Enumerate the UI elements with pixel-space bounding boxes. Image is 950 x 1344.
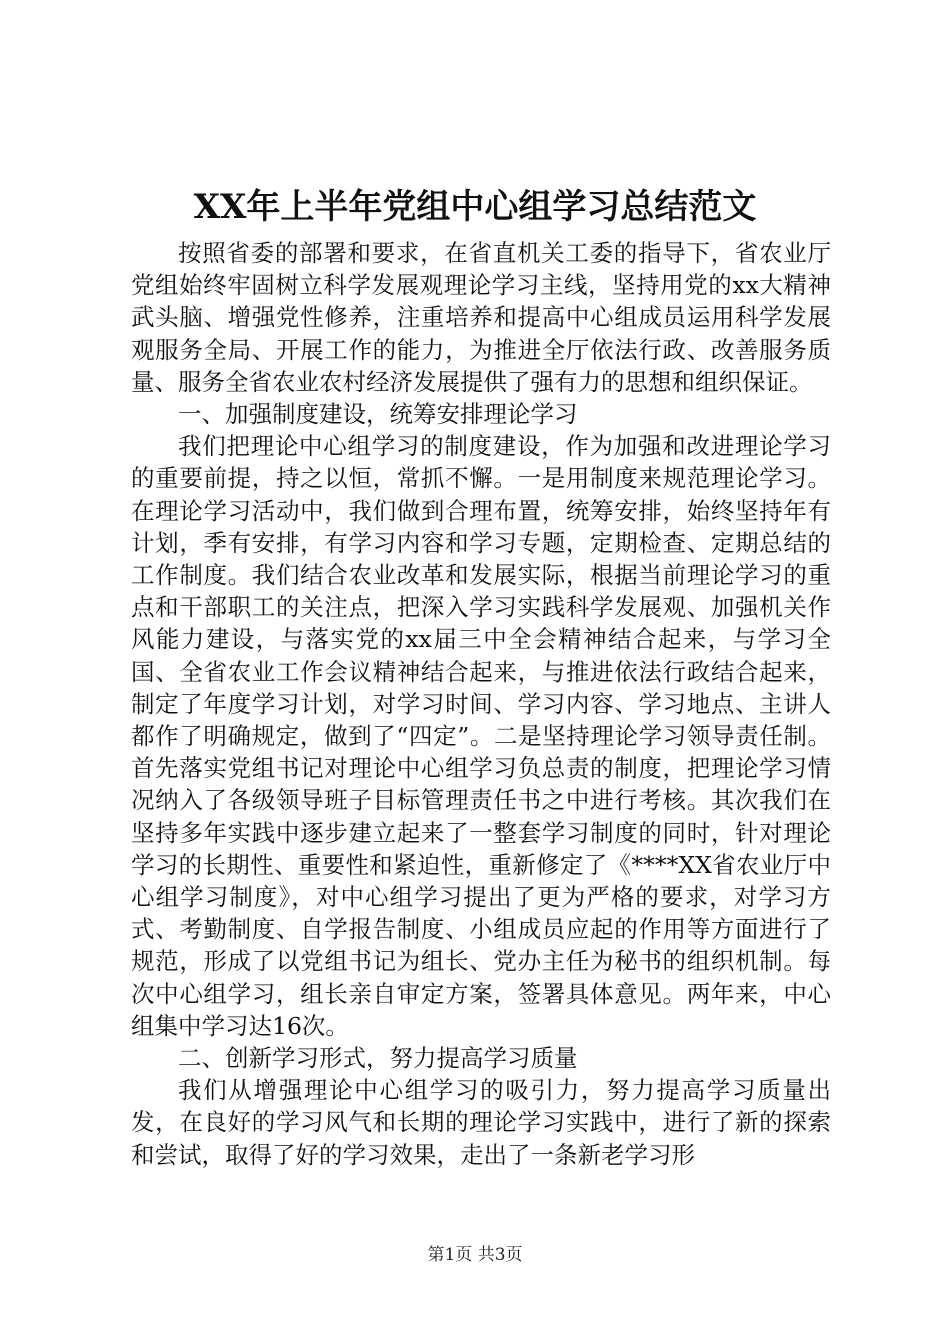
paragraph-section-2: 我们从增强理论中心组学习的吸引力，努力提高学习质量出发，在良好的学习风气和长期的理论学习实践中，进行了新的探索和尝试，取得了好的学习效果，走出了一条新老学习形 bbox=[131, 1076, 831, 1169]
section-heading-1: 一、加强制度建设，统筹安排理论学习 bbox=[178, 400, 578, 429]
paragraph-intro: 按照省委的部署和要求，在省直机关工委的指导下，省农业厅党组始终牢固树立科学发展观理论学习主线，坚持用党的xx大精神武头脑、增强党性修养，注重培养和提高中心组成员运用科学发展观服务全局、开展工作的能力，为推进全厅依法行政、改善服务质量、服务全省农业农村经济发展提供了强有力的思想和组织保证。 bbox=[131, 239, 831, 396]
section-heading-2: 二、创新学习形式，努力提高学习质量 bbox=[178, 1044, 578, 1073]
page-footer: 第1页 共3页 bbox=[427, 1245, 523, 1265]
paragraph-section-1: 我们把理论中心组学习的制度建设，作为加强和改进理论学习的重要前提，持之以恒，常抓不懈。一是用制度来规范理论学习。在理论学习活动中，我们做到合理布置，统筹安排，始终坚持年有计划，季有安排，有学习内容和学习专题，定期检查、定期总结的工作制度。我们结合农业改革和发展实际，根据当前理论学习的重点和干部职工的关注点，把深入学习实践科学发展观、加强机关作风能力建设，与落实党的xx届三中全会精神结合起来，与学习全国、全省农业工作会议精神结合起来，与推进依法行政结合起来，制定了年度学习计划，对学习时间、学习内容、学习地点、主讲人都作了明确规定，做到了“四定”。二是坚持理论学习领导责任制。首先落实党组书记对理论中心组学习负总责的制度，把理论学习情况纳入了各级领导班子目标管理责任书之中进行考核。其次我们在坚持多年实践中逐步建立起来了一整套学习制度的同时，针对理论学习的长期性、重要性和紧迫性，重新修定了《****XX省农业厅中心组学习制度》，对中心组学习提出了更为严格的要求，对学习方式、考勤制度、自学报告制度、小组成员应起的作用等方面进行了规范，形成了以党组书记为组长、党办主任为秘书的组织机制。每次中心组学习，组长亲自审定方案，签署具体意见。两年来，中心组集中学习达16次。 bbox=[131, 432, 831, 1040]
document-title: XX年上半年党组中心组学习总结范文 bbox=[193, 187, 757, 227]
document-body bbox=[131, 237, 831, 1171]
